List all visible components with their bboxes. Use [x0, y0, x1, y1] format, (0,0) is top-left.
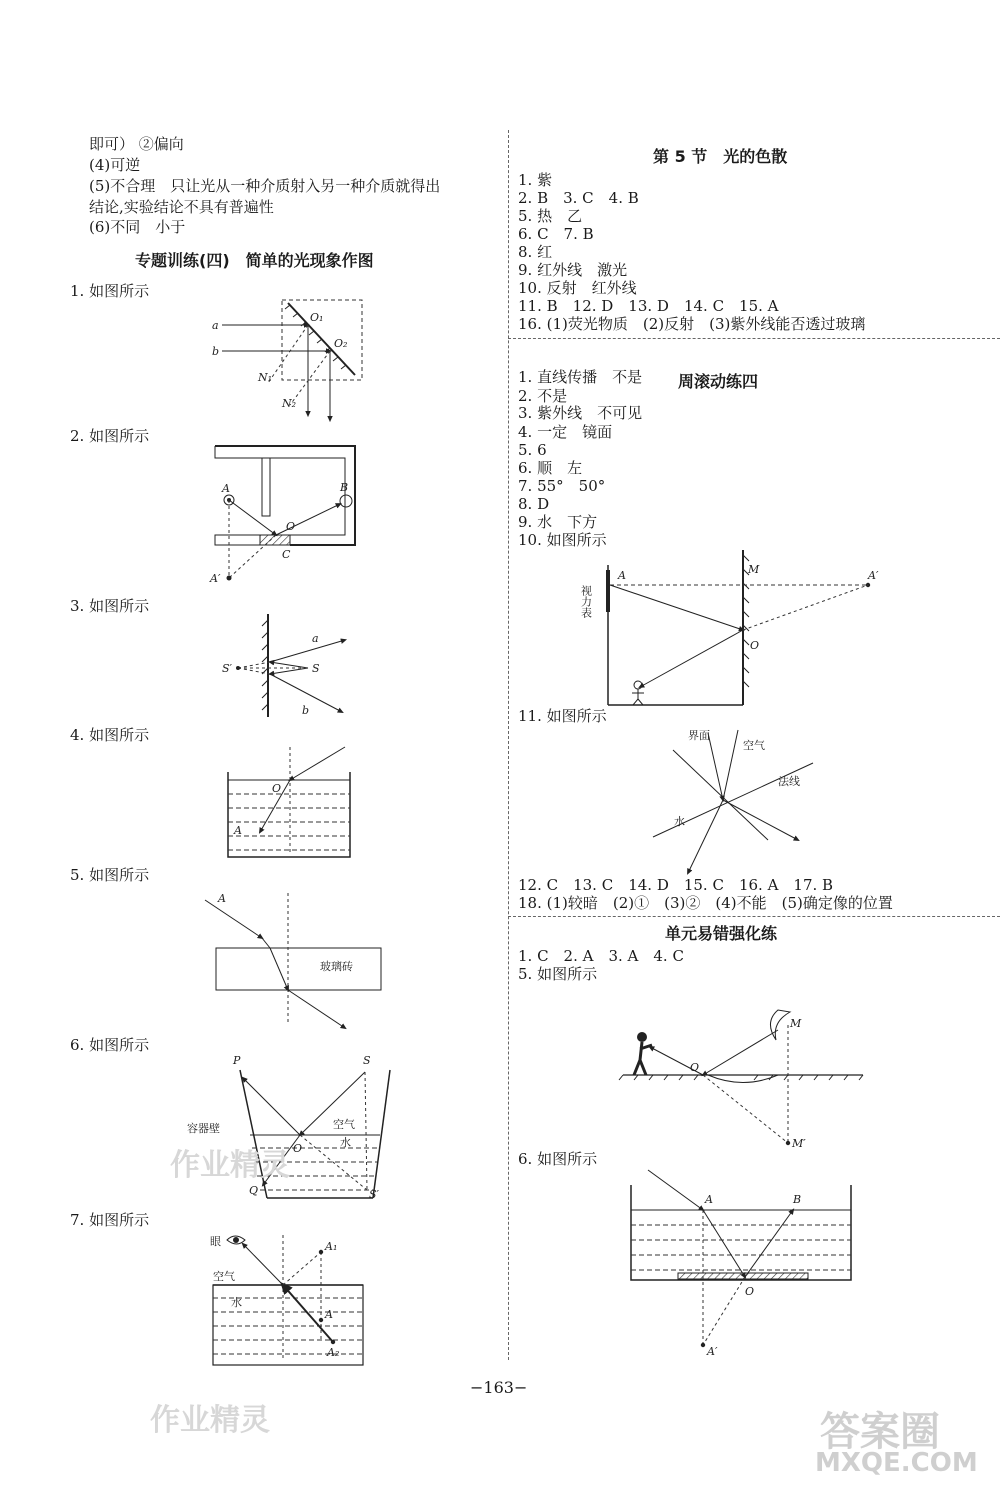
answer-line: 8. D: [518, 495, 550, 513]
answer-line: 5. 6: [518, 441, 547, 459]
answer-line: 11. B 12. D 13. D 14. C 15. A: [518, 297, 779, 315]
fig7-label: A₂: [327, 1346, 340, 1359]
fig11-label: 空气: [743, 739, 765, 752]
item-label: 5. 如图所示: [70, 866, 150, 884]
fig3-label: b: [302, 704, 310, 717]
answer-line: 6. C 7. B: [518, 225, 594, 243]
intro-line: (6)不同 小于: [89, 218, 186, 236]
fig6r-label: A′: [707, 1345, 718, 1358]
answer-line: 9. 红外线 激光: [518, 261, 628, 279]
section-heading: 专题训练(四) 简单的光现象作图: [135, 251, 374, 270]
fig6-label: 水: [340, 1136, 351, 1149]
section-separator: [508, 916, 1000, 917]
column-divider: [508, 130, 509, 1360]
fig6r-label: O: [745, 1285, 755, 1298]
figure-2-diagram: [200, 440, 370, 590]
fig1-label: N₁: [258, 371, 273, 384]
intro-line: (4)可逆: [89, 156, 141, 174]
fig5r-label: M′: [792, 1137, 806, 1150]
answer-line: 9. 水 下方: [518, 513, 598, 531]
fig2-label: B: [340, 481, 349, 494]
answer-line: 2. B 3. C 4. B: [518, 189, 639, 207]
fig4-label: A: [234, 824, 242, 837]
answer-line: 7. 55° 50°: [518, 477, 606, 495]
fig10-label: A′: [868, 569, 879, 582]
figure-5-diagram: [200, 888, 390, 1033]
fig3-label: a: [312, 632, 319, 645]
fig5r-label: M: [790, 1017, 802, 1030]
answer-line: 10. 反射 红外线: [518, 279, 637, 297]
section-heading: 周滚动练四: [678, 372, 759, 391]
item-label: 1. 如图所示: [70, 282, 150, 300]
fig6-label: S′: [369, 1188, 380, 1201]
item-label: 6. 如图所示: [70, 1036, 150, 1054]
fig10-label: A: [618, 569, 626, 582]
answer-line: 12. C 13. C 14. D 15. C 16. A 17. B: [518, 876, 834, 894]
item-label: 3. 如图所示: [70, 597, 150, 615]
fig6-label: 空气: [333, 1118, 355, 1131]
fig3-label: S: [312, 662, 320, 675]
item-label: 2. 如图所示: [70, 427, 150, 445]
fig11-label: 水: [674, 815, 685, 828]
fig7-label: 水: [231, 1296, 242, 1309]
fig6r-label: A: [705, 1193, 713, 1206]
answer-line: 18. (1)较暗 (2)① (3)② (4)不能 (5)确定像的位置: [518, 894, 893, 912]
figure-11-diagram: [648, 725, 828, 875]
page-number: −163−: [470, 1378, 528, 1397]
fig6-label: P: [233, 1054, 241, 1067]
fig6-label: O: [293, 1142, 303, 1155]
fig1-label: a: [212, 319, 219, 332]
section-separator: [508, 338, 1000, 339]
intro-line: 即可） ②偏向: [89, 135, 184, 153]
answer-line: 5. 热 乙: [518, 207, 583, 225]
fig5-label: 玻璃砖: [320, 960, 353, 973]
fig10-label: M: [748, 563, 760, 576]
section-heading: 单元易错强化练: [665, 924, 778, 943]
watermark: 作业精灵: [170, 1148, 290, 1183]
item-label: 11. 如图所示: [518, 707, 607, 725]
answer-line: 1. C 2. A 3. A 4. C: [518, 947, 684, 965]
fig11-label: 法线: [778, 775, 800, 788]
fig7-label: A: [325, 1308, 333, 1321]
intro-line: (5)不合理 只让光从一种介质射入另一种介质就得出: [89, 177, 441, 195]
answer-line: 5. 如图所示: [518, 965, 598, 983]
item-label: 6. 如图所示: [518, 1150, 598, 1168]
fig5r-label: O: [690, 1061, 700, 1074]
figure-1-diagram: [200, 295, 380, 425]
fig7-label: 眼: [210, 1235, 221, 1248]
fig6-label: Q: [249, 1184, 259, 1197]
figure-7-diagram: [205, 1230, 365, 1370]
figure-10-diagram: [578, 545, 908, 710]
answer-line: 16. (1)荧光物质 (2)反射 (3)紫外线能否透过玻璃: [518, 315, 866, 333]
answer-line: 4. 一定 镜面: [518, 423, 613, 441]
answer-line: 2. 不是: [518, 387, 568, 405]
figure-4-diagram: [220, 742, 360, 862]
figure-3-diagram: [210, 612, 360, 722]
fig1-label: N₂: [282, 397, 297, 410]
fig7-label: A₁: [325, 1240, 338, 1253]
answer-line: 1. 直线传播 不是: [518, 368, 643, 386]
fig1-label: O₁: [310, 311, 324, 324]
fig7-label: 空气: [213, 1270, 235, 1283]
figure-6r-diagram: [623, 1165, 858, 1358]
fig11-label: 界面: [688, 729, 710, 742]
intro-line: 结论,实验结论不具有普遍性: [89, 198, 274, 216]
fig1-label: O₂: [334, 337, 348, 350]
answer-line: 3. 紫外线 不可见: [518, 404, 643, 422]
fig2-label: A′: [210, 572, 221, 585]
item-label: 7. 如图所示: [70, 1211, 150, 1229]
fig6r-label: B: [793, 1193, 802, 1206]
fig4-label: O: [272, 782, 282, 795]
fig6-label: 容器壁: [187, 1122, 220, 1135]
fig3-label: S′: [222, 662, 233, 675]
watermark: 答案圈: [820, 1409, 940, 1455]
answer-line: 1. 紫: [518, 171, 553, 189]
watermark: MXQE.COM: [815, 1448, 978, 1478]
answer-line: 8. 红: [518, 243, 553, 261]
answer-line: 10. 如图所示: [518, 531, 607, 549]
fig2-label: A: [222, 482, 230, 495]
fig2-label: C: [282, 548, 291, 561]
fig10-label: O: [750, 639, 760, 652]
fig6-label: S: [363, 1054, 371, 1067]
figure-5r-diagram: [618, 1005, 868, 1155]
fig5-label: A: [218, 892, 226, 905]
answer-line: 6. 顺 左: [518, 459, 583, 477]
item-label: 4. 如图所示: [70, 726, 150, 744]
fig2-label: O: [286, 520, 296, 533]
fig1-label: b: [212, 345, 220, 358]
fig10-label: 视力表: [579, 585, 593, 618]
section-heading: 第 5 节 光的色散: [653, 147, 788, 166]
watermark: 作业精灵: [150, 1403, 270, 1438]
